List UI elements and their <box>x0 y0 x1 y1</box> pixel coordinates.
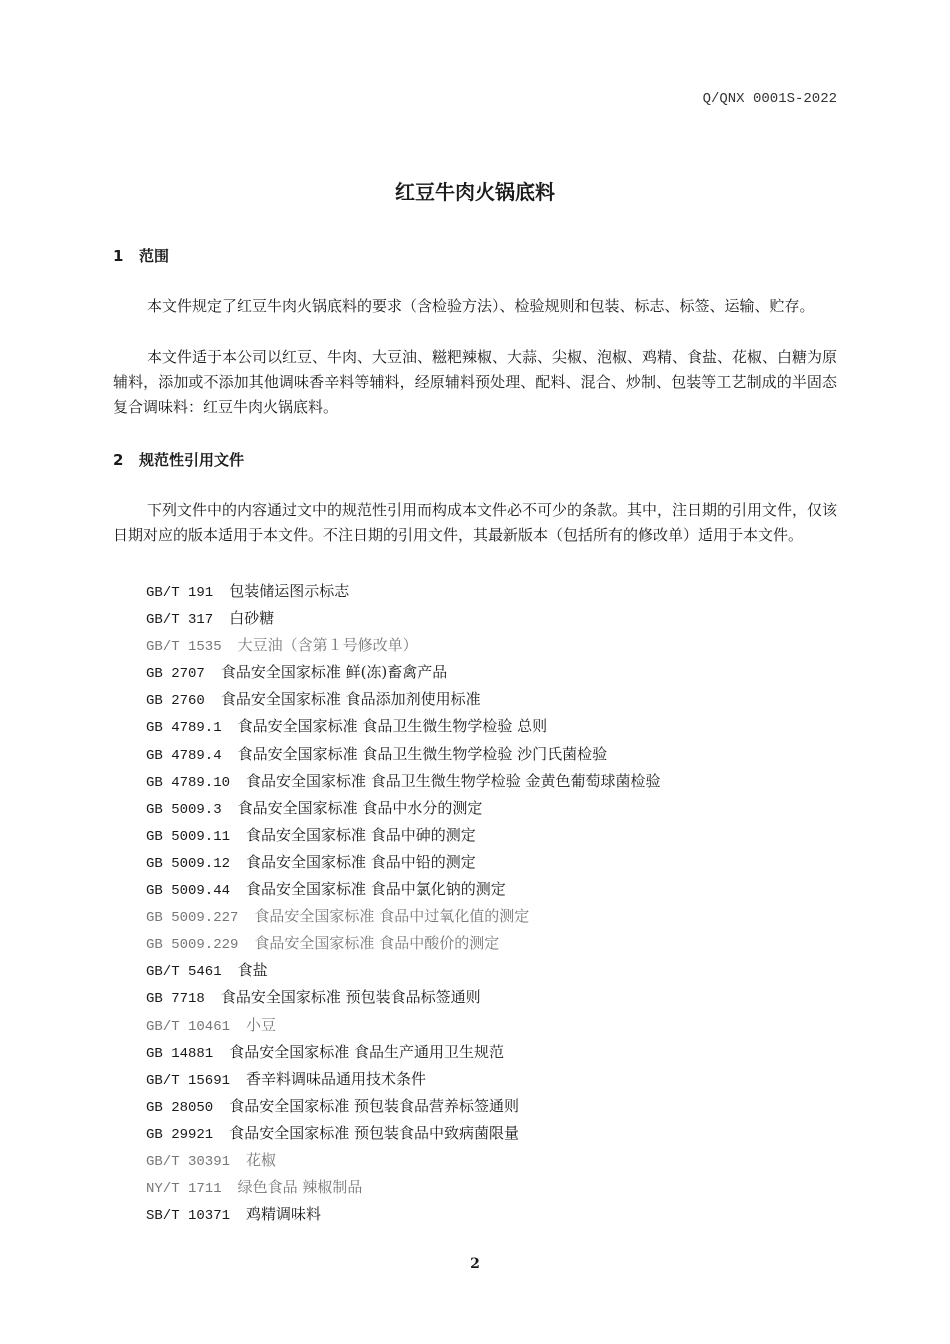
reference-title: 食品安全国家标准 预包装食品营养标签通则 <box>229 1096 519 1115</box>
reference-item <box>146 768 661 795</box>
reference-item <box>146 632 661 659</box>
reference-item <box>146 713 661 740</box>
reference-code: GB/T 10461 <box>146 1018 231 1035</box>
reference-item <box>146 686 661 713</box>
reference-code: GB 14881 <box>146 1045 214 1062</box>
reference-title: 香辛料调味品通用技术条件 <box>246 1069 427 1088</box>
reference-code: GB/T 191 <box>146 585 214 601</box>
reference-item <box>146 659 661 686</box>
reference-title: 鸡精调味料 <box>246 1205 322 1224</box>
reference-item <box>146 822 661 849</box>
reference-title: 食品安全国家标准 预包装食品中致病菌限量 <box>229 1123 519 1142</box>
reference-title: 食品安全国家标准 食品中酸价的测定 <box>254 934 500 953</box>
reference-title: 白砂糖 <box>229 609 275 628</box>
reference-item <box>146 1147 661 1174</box>
reference-code: GB 2760 <box>146 693 205 710</box>
scope-paragraph-2: 本文件适于本公司以红豆、牛肉、大豆油、糍粑辣椒、大蒜、尖椒、泡椒、鸡精、食盐、花椒、白糖为原辅料，添加或不添加其他调味香辛料等辅料，经原辅料预处理、配料、混合、炒制、包装等工艺制成的半固态复合调味料：红豆牛肉火锅底料。 <box>113 348 838 416</box>
reference-item <box>146 605 661 632</box>
references-intro: 下列文件中的内容通过文中的规范性引用而构成本文件必不可少的条款。其中，注日期的引用文件，仅该日期对应的版本适用于本文件。不注日期的引用文件，其最新版本（包括所有的修改单）适用于本文件。 <box>113 501 838 544</box>
reference-title: 食盐 <box>237 961 268 980</box>
section-2-heading <box>113 449 244 470</box>
reference-title: 食品安全国家标准 食品卫生微生物学检验 金黄色葡萄球菌检验 <box>246 771 661 790</box>
reference-title: 绿色食品 辣椒制品 <box>237 1178 363 1197</box>
reference-code: GB/T 5461 <box>146 964 222 981</box>
document-title: 红豆牛肉火锅底料 <box>395 180 555 204</box>
section-1-heading <box>113 245 169 266</box>
scope-paragraph-1: 本文件规定了红豆牛肉火锅底料的要求（含检验方法）、检验规则和包装、标志、标签、运输、贮存。 <box>147 297 815 315</box>
reference-item <box>146 1201 661 1228</box>
reference-code: GB/T 30391 <box>146 1153 231 1170</box>
reference-code: GB 5009.227 <box>146 910 239 927</box>
reference-item <box>146 1066 661 1093</box>
reference-title: 食品安全国家标准 食品中氯化钠的测定 <box>246 880 506 899</box>
reference-code: GB 7718 <box>146 991 205 1008</box>
reference-item <box>146 1039 661 1066</box>
reference-title: 食品安全国家标准 食品添加剂使用标准 <box>220 690 481 709</box>
reference-list <box>146 578 661 1228</box>
reference-item <box>146 1120 661 1147</box>
reference-title: 小豆 <box>246 1015 277 1034</box>
reference-code: GB 2707 <box>146 666 205 683</box>
reference-code: GB 4789.4 <box>146 747 222 764</box>
reference-code: GB/T 1535 <box>146 639 222 656</box>
reference-item <box>146 1174 661 1201</box>
reference-item <box>146 741 661 768</box>
reference-title: 食品安全国家标准 预包装食品标签通则 <box>220 988 481 1007</box>
section-2-title: 规范性引用文件 <box>139 451 245 469</box>
reference-code: GB/T 15691 <box>146 1072 231 1089</box>
reference-code: GB 5009.3 <box>146 801 222 818</box>
reference-title: 花椒 <box>246 1150 277 1169</box>
reference-code: GB 5009.44 <box>146 883 231 900</box>
reference-title: 包装储运图示标志 <box>229 582 350 600</box>
reference-code: GB 5009.229 <box>146 937 239 954</box>
reference-code: GB 4789.1 <box>146 720 222 737</box>
reference-title: 食品安全国家标准 食品中铅的测定 <box>246 852 476 871</box>
reference-title: 食品安全国家标准 食品卫生微生物学检验 总则 <box>237 717 548 736</box>
page-number: 2 <box>470 1256 480 1272</box>
reference-item <box>146 903 661 930</box>
reference-code: GB 29921 <box>146 1126 214 1143</box>
reference-title: 食品安全国家标准 食品中砷的测定 <box>246 825 476 844</box>
reference-code: NY/T 1711 <box>146 1181 222 1198</box>
reference-title: 大豆油（含第１号修改单） <box>237 636 418 655</box>
reference-item <box>146 876 661 903</box>
reference-item <box>146 930 661 957</box>
reference-code: GB/T 317 <box>146 612 214 629</box>
reference-title: 食品安全国家标准 食品中过氧化值的测定 <box>254 907 530 926</box>
reference-item <box>146 578 661 605</box>
section-2-number: 2 <box>113 451 124 469</box>
reference-title: 食品安全国家标准 鲜(冻)畜禽产品 <box>220 663 448 682</box>
reference-item <box>146 1093 661 1120</box>
section-1-number: 1 <box>113 247 124 265</box>
reference-title: 食品安全国家标准 食品卫生微生物学检验 沙门氏菌检验 <box>237 744 608 763</box>
reference-code: GB 5009.12 <box>146 855 231 872</box>
document-code: Q/QNX 0001S-2022 <box>702 91 837 107</box>
reference-code: GB 4789.10 <box>146 774 231 791</box>
reference-code: GB 28050 <box>146 1099 214 1116</box>
reference-code: SB/T 10371 <box>146 1208 231 1225</box>
reference-item <box>146 1012 661 1039</box>
reference-item <box>146 849 661 876</box>
reference-item <box>146 957 661 984</box>
section-1-title: 范围 <box>139 247 170 265</box>
reference-item <box>146 984 661 1011</box>
reference-code: GB 5009.11 <box>146 828 231 845</box>
reference-title: 食品安全国家标准 食品生产通用卫生规范 <box>229 1042 504 1061</box>
reference-title: 食品安全国家标准 食品中水分的测定 <box>237 798 483 817</box>
reference-item <box>146 795 661 822</box>
